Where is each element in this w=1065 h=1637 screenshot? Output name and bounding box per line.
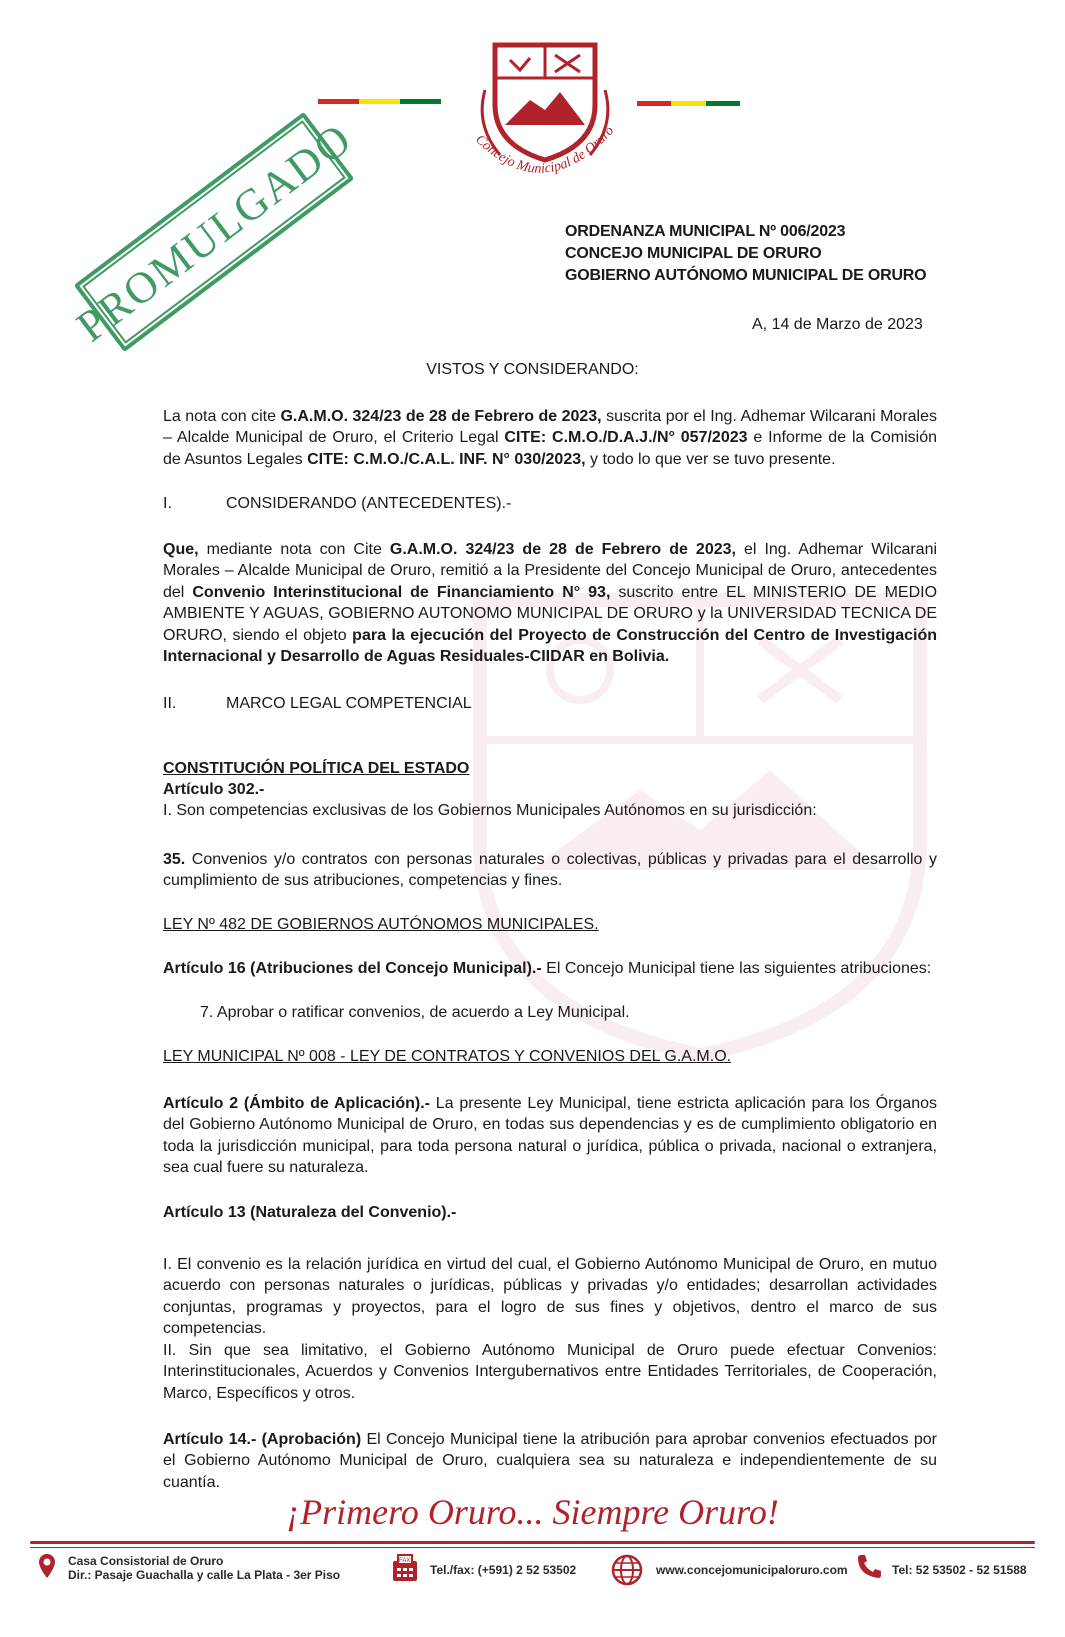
fax-icon bbox=[390, 1553, 420, 1583]
svg-text:FAX: FAX bbox=[399, 1558, 411, 1564]
flag-bar-right bbox=[637, 101, 740, 106]
cpe-article: Artículo 302.- bbox=[163, 781, 265, 798]
document-date: A, 14 de Marzo de 2023 bbox=[752, 316, 923, 333]
footer-divider bbox=[30, 1541, 1035, 1544]
antecedentes-paragraph: Que, mediante nota con Cite G.A.M.O. 324/23 de 28 de Febrero de 2023, el Ing. Adhemar Wilcarani Morales – Alcalde Municipal de Oruro, remitió a la Presidente del Concejo Municipal de Oruro, antecedentes del Convenio Interinstitucional de Financiamiento N° 93, suscrito entre EL MINISTERIO DE MEDIO AMBIENTE Y AGUAS, GOBIERNO AUTONOMO MUNICIPAL DE ORURO y la UNIVERSIDAD TECNICA DE ORURO, siendo el objeto para la ejecución del Proyecto de Construcción del Centro de Investigación Internacional y Desarrollo de Aguas Residuales-CIIDAR en Bolivia. bbox=[163, 541, 938, 666]
footer-address-line2: Dir.: Pasaje Guachalla y calle La Plata - 3er Piso bbox=[68, 1568, 341, 1582]
ley008-heading: LEY MUNICIPAL Nº 008 - LEY DE CONTRATOS Y CONVENIOS DEL G.A.M.O. bbox=[163, 1048, 732, 1065]
ordinance-number: ORDENANZA MUNICIPAL Nº 006/2023 bbox=[565, 223, 846, 240]
footer-website: www.concejomunicipaloruro.com bbox=[656, 1563, 848, 1577]
ley482-article-16: Artículo 16 (Atribuciones del Concejo Municipal).- El Concejo Municipal tiene las siguientes atribuciones: bbox=[163, 960, 932, 977]
vistos-title: VISTOS Y CONSIDERANDO: bbox=[426, 361, 639, 378]
council-name: CONCEJO MUNICIPAL DE ORURO bbox=[565, 245, 822, 262]
footer-divider-thin bbox=[30, 1547, 1035, 1548]
section-1-title: CONSIDERANDO (ANTECEDENTES).- bbox=[226, 495, 512, 512]
government-name: GOBIERNO AUTÓNOMO MUNICIPAL DE ORURO bbox=[565, 267, 927, 284]
footer-address-line1: Casa Consistorial de Oruro bbox=[68, 1554, 224, 1568]
cpe-item-35: 35. Convenios y/o contratos con personas naturales o colectivas, públicas y privadas para el desarrollo y cumplimiento de sus atribuciones, competencias y fines. bbox=[163, 851, 937, 890]
section-1-number: I. bbox=[163, 495, 172, 512]
cpe-heading: CONSTITUCIÓN POLÍTICA DEL ESTADO bbox=[163, 760, 470, 777]
municipal-coat-of-arms-logo bbox=[455, 30, 635, 200]
location-pin-icon bbox=[38, 1553, 56, 1579]
logo-arc-text: Concejo Municipal de Oruro bbox=[472, 123, 618, 177]
section-2-number: II. bbox=[163, 695, 177, 712]
footer-telfax: Tel./fax: (+591) 2 52 53502 bbox=[430, 1563, 577, 1577]
cpe-text: I. Son competencias exclusivas de los Gobiernos Municipales Autónomos en su jurisdicción: bbox=[163, 802, 817, 819]
ley008-article-13-p2: II. Sin que sea limitativo, el Gobierno Autónomo Municipal de Oruro puede efectuar Convenios: Interinstitucionales, Acuerdos y Convenios Intergubernativos entre Entidades Territoriales, de Cooperación, Marco, Específicos y otros. bbox=[163, 1342, 937, 1402]
vistos-paragraph: La nota con cite G.A.M.O. 324/23 de 28 de Febrero de 2023, suscrita por el Ing. Adhemar Wilcarani Morales – Alcalde Municipal de Oruro, el Criterio Legal CITE: C.M.O./D.A.J./N° 057/2023 e Informe de la Comisión de Asuntos Legales CITE: C.M.O./C.A.L. INF. N° 030/2023, y todo lo que ver se tuvo presente. bbox=[163, 408, 937, 468]
flag-bar-left bbox=[318, 99, 441, 104]
phone-icon bbox=[855, 1553, 885, 1579]
ley008-article-13-title: Artículo 13 (Naturaleza del Convenio).- bbox=[163, 1204, 457, 1221]
footer-address bbox=[68, 1554, 340, 1582]
promulgado-stamp: PROMULGADO bbox=[67, 112, 361, 352]
section-2-title: MARCO LEGAL COMPETENCIAL bbox=[226, 695, 472, 712]
ley482-item-7: 7. Aprobar o ratificar convenios, de acuerdo a Ley Municipal. bbox=[200, 1004, 630, 1021]
ley008-article-13-p1: I. El convenio es la relación jurídica en virtud del cual, el Gobierno Autónomo Municipal de Oruro, en mutuo acuerdo con personas naturales o jurídicas, públicas y privadas y/o entidades; desarrollan actividades conjuntas, programas y proyectos, para el logro de sus fines y objetivos, dentro el marco de sus competencias. bbox=[163, 1256, 937, 1338]
ley008-article-2: Artículo 2 (Ámbito de Aplicación).- La presente Ley Municipal, tiene estricta aplicación para los Órganos del Gobierno Autónomo Municipal de Oruro, en todas sus dependencias y es de cumplimiento obligatorio en toda la jurisdicción municipal, para toda persona natural o jurídica, pública o privada, nacional o extranjera, sea cual fuere su naturaleza. bbox=[163, 1095, 938, 1177]
ley482-heading: LEY Nº 482 DE GOBIERNOS AUTÓNOMOS MUNICIPALES. bbox=[163, 916, 599, 933]
footer-slogan: ¡Primero Oruro... Siempre Oruro! bbox=[286, 1492, 779, 1532]
globe-icon bbox=[610, 1553, 644, 1587]
ley008-article-14: Artículo 14.- (Aprobación) El Concejo Municipal tiene la atribución para aprobar convenios efectuados por el Gobierno Autónomo Municipal de Oruro, cualquiera sea su naturaleza e independientemente de su cuantía. bbox=[163, 1431, 938, 1491]
footer-phone: Tel: 52 53502 - 52 51588 bbox=[892, 1563, 1027, 1577]
